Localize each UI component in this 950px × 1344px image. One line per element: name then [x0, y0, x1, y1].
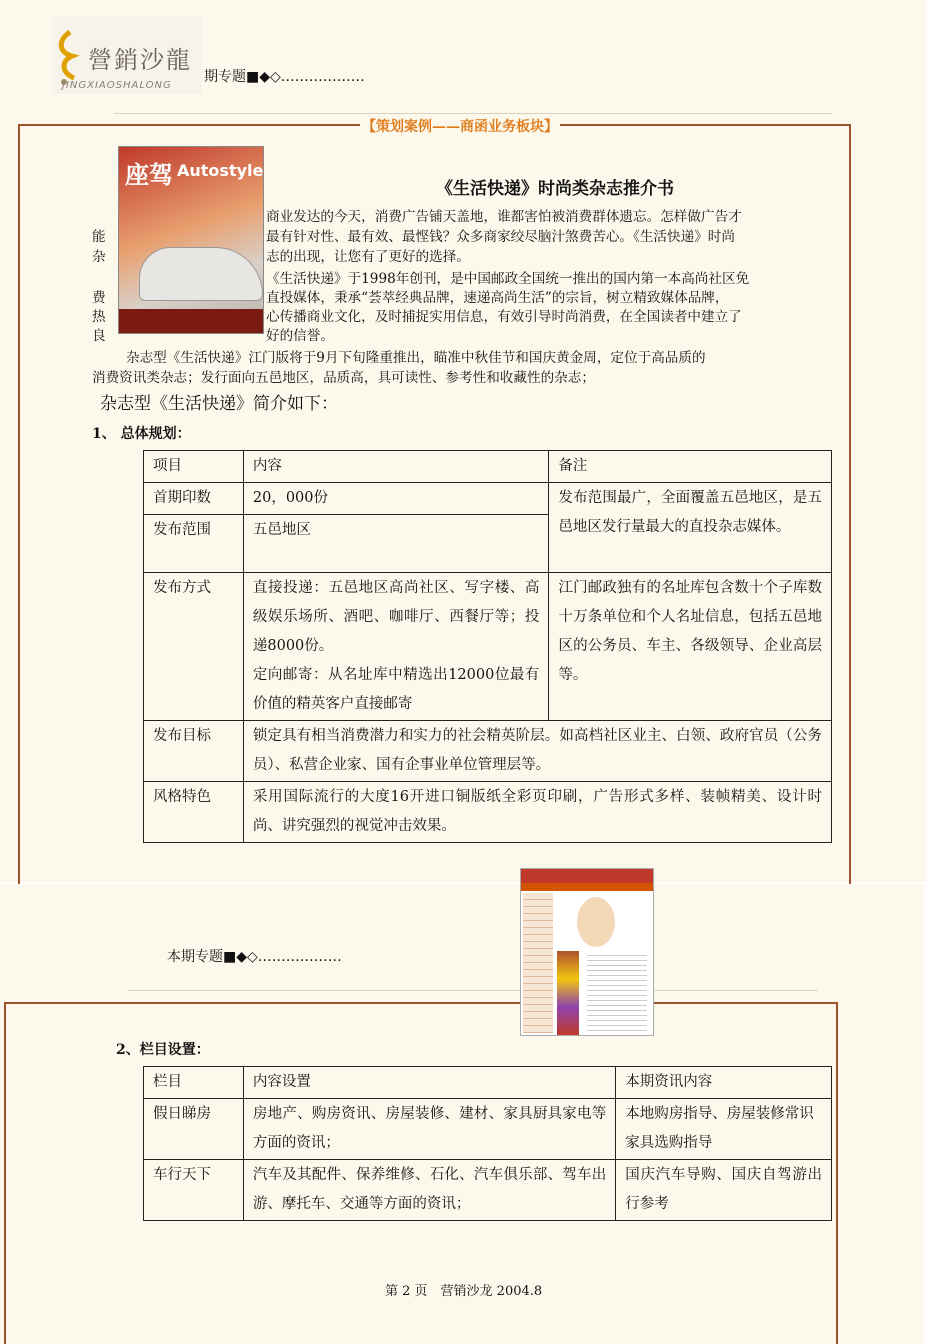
logo [52, 16, 202, 94]
para2-side-char: 费 [92, 290, 106, 306]
table-header-row [144, 1067, 832, 1099]
table-cell: 首期印数 [144, 483, 244, 515]
para2-line: 《生活快递》于1998年创刊，是中国邮政全国统一推出的国内第一本高尚社区免 [266, 271, 750, 287]
table-header-cell: 内容设置 [243, 1067, 615, 1099]
cover-strip [119, 309, 263, 333]
para2-side-char: 热 [92, 309, 106, 325]
para3-line: 消费资讯类杂志；发行面向五邑地区，品质高，具可读性、参考性和收藏性的杂志； [92, 370, 595, 386]
cover-title-en: Autostyle [177, 161, 264, 180]
para1-line: 商业发达的今天，消费广告铺天盖地，谁都害怕被消费群体遗忘。怎样做广告才 [266, 209, 742, 225]
para2-line: 好的信誉。 [266, 328, 334, 344]
cell-paragraph: 直接投递：五邑地区高尚社区、写字楼、高级娱乐场所、酒吧、咖啡厅、西餐厅等；投递8000份。 [252, 580, 540, 654]
table-cell: 采用国际流行的大度16开进口铜版纸全彩页印刷，广告形式多样、装帧精美、设计时尚、讲究强烈的视觉冲击效果。 [243, 782, 831, 843]
table-cell: 五邑地区 [243, 515, 549, 573]
table-cell: 国庆汽车导购、国庆自驾游出行参考 [616, 1160, 832, 1221]
table-cell: 20，000份 [243, 483, 549, 515]
section1-heading: 1、 总体规划： [92, 426, 191, 442]
table-row [144, 721, 832, 782]
overview-table [143, 450, 832, 843]
header-divider-2 [128, 990, 818, 991]
magazine-cover-image [118, 146, 264, 334]
website-screenshot-image [520, 868, 654, 1036]
table-row [144, 1160, 832, 1221]
table-cell: 发布范围最广，全面覆盖五邑地区，是五邑地区发行量最大的直投杂志媒体。 [549, 483, 832, 573]
logo-symbol-icon [54, 30, 84, 86]
table-row [144, 483, 832, 515]
web-text-lines [587, 951, 647, 1035]
table-header-cell: 项目 [144, 451, 244, 483]
table-cell: 风格特色 [144, 782, 244, 843]
table-cell: 锁定具有相当消费潜力和实力的社会精英阶层。如高档社区业主、白领、政府官员（公务员）、私营企业家、国有企事业单位管理层等。 [243, 721, 831, 782]
para3-line: 杂志型《生活快递》江门版将于9月下旬隆重推出，瞄准中秋佳节和国庆黄金周，定位于高品质的 [126, 350, 706, 366]
table-row [144, 573, 832, 721]
table-header-cell: 内容 [243, 451, 549, 483]
page-background-bottom-right [912, 884, 924, 1344]
web-photo-column [557, 951, 579, 1035]
para2-line: 心传播商业文化，及时捕捉实用信息，有效引导时尚消费，在全国读者中建立了 [266, 309, 742, 325]
para2-side-char: 良 [92, 328, 106, 344]
car-image [139, 247, 263, 301]
logo-text-en: JINGXIAOSHALONG [62, 80, 172, 91]
web-navbar [521, 883, 653, 891]
section2-heading: 2、栏目设置： [116, 1042, 210, 1058]
columns-table [143, 1066, 832, 1221]
logo-text-cn: 營銷沙龍 [88, 46, 192, 74]
issue-topic-label-2: 本期专题■◆◇……………… [167, 949, 342, 965]
cell-paragraph: 定向邮寄：从名址库中精选出12000位最有价值的精英客户直接邮寄 [252, 667, 540, 712]
para1-side-char: 能 [92, 229, 106, 245]
web-left-column [523, 893, 553, 1033]
cell-paragraph: 家具选购指导 [625, 1135, 713, 1151]
web-portrait [577, 897, 615, 947]
table-header-cell: 栏目 [144, 1067, 244, 1099]
table-cell [243, 573, 549, 721]
web-topbar [521, 869, 653, 883]
para1-line: 志的出现，让您有了更好的选择。 [266, 249, 470, 265]
table-row [144, 782, 832, 843]
table-cell: 发布范围 [144, 515, 244, 573]
para2-line: 直投媒体，秉承“荟萃经典品牌，速递高尚生活”的宗旨，树立精致媒体品牌， [266, 290, 729, 306]
table-cell: 江门邮政独有的名址库包含数十个子库数十万条单位和个人名址信息，包括五邑地区的公务员、车主、各级领导、企业高层等。 [549, 573, 832, 721]
table-row [144, 1099, 832, 1160]
table-cell: 汽车及其配件、保养维修、石化、汽车俱乐部、驾车出游、摩托车、交通等方面的资讯； [243, 1160, 615, 1221]
table-cell: 车行天下 [144, 1160, 244, 1221]
section-heading: 【策划案例——商函业务板块】 [360, 116, 560, 136]
document-title: 《生活快递》时尚类杂志推介书 [436, 179, 674, 199]
table-header-row [144, 451, 832, 483]
page-footer: 第 2 页 营销沙龙 2004.8 [385, 1284, 543, 1299]
table-cell: 假日睇房 [144, 1099, 244, 1160]
table-cell: 发布目标 [144, 721, 244, 782]
table-cell [616, 1099, 832, 1160]
cell-paragraph: 本地购房指导、房屋装修常识 [625, 1106, 814, 1122]
header-divider [114, 113, 832, 114]
intro-line: 杂志型《生活快递》简介如下： [100, 394, 338, 414]
para1-side-char: 杂 [92, 249, 106, 265]
issue-topic-label: 期专题■◆◇……………… [204, 69, 365, 85]
para1-line: 最有针对性、最有效、最悭钱？众多商家绞尽脑汁煞费苦心。《生活快递》时尚 [266, 229, 735, 245]
table-header-cell: 本期资讯内容 [616, 1067, 832, 1099]
table-cell: 房地产、购房资讯、房屋装修、建材、家具厨具家电等方面的资讯； [243, 1099, 615, 1160]
table-header-cell: 备注 [549, 451, 832, 483]
cover-title-cn: 座驾 [125, 161, 173, 189]
table-cell: 发布方式 [144, 573, 244, 721]
